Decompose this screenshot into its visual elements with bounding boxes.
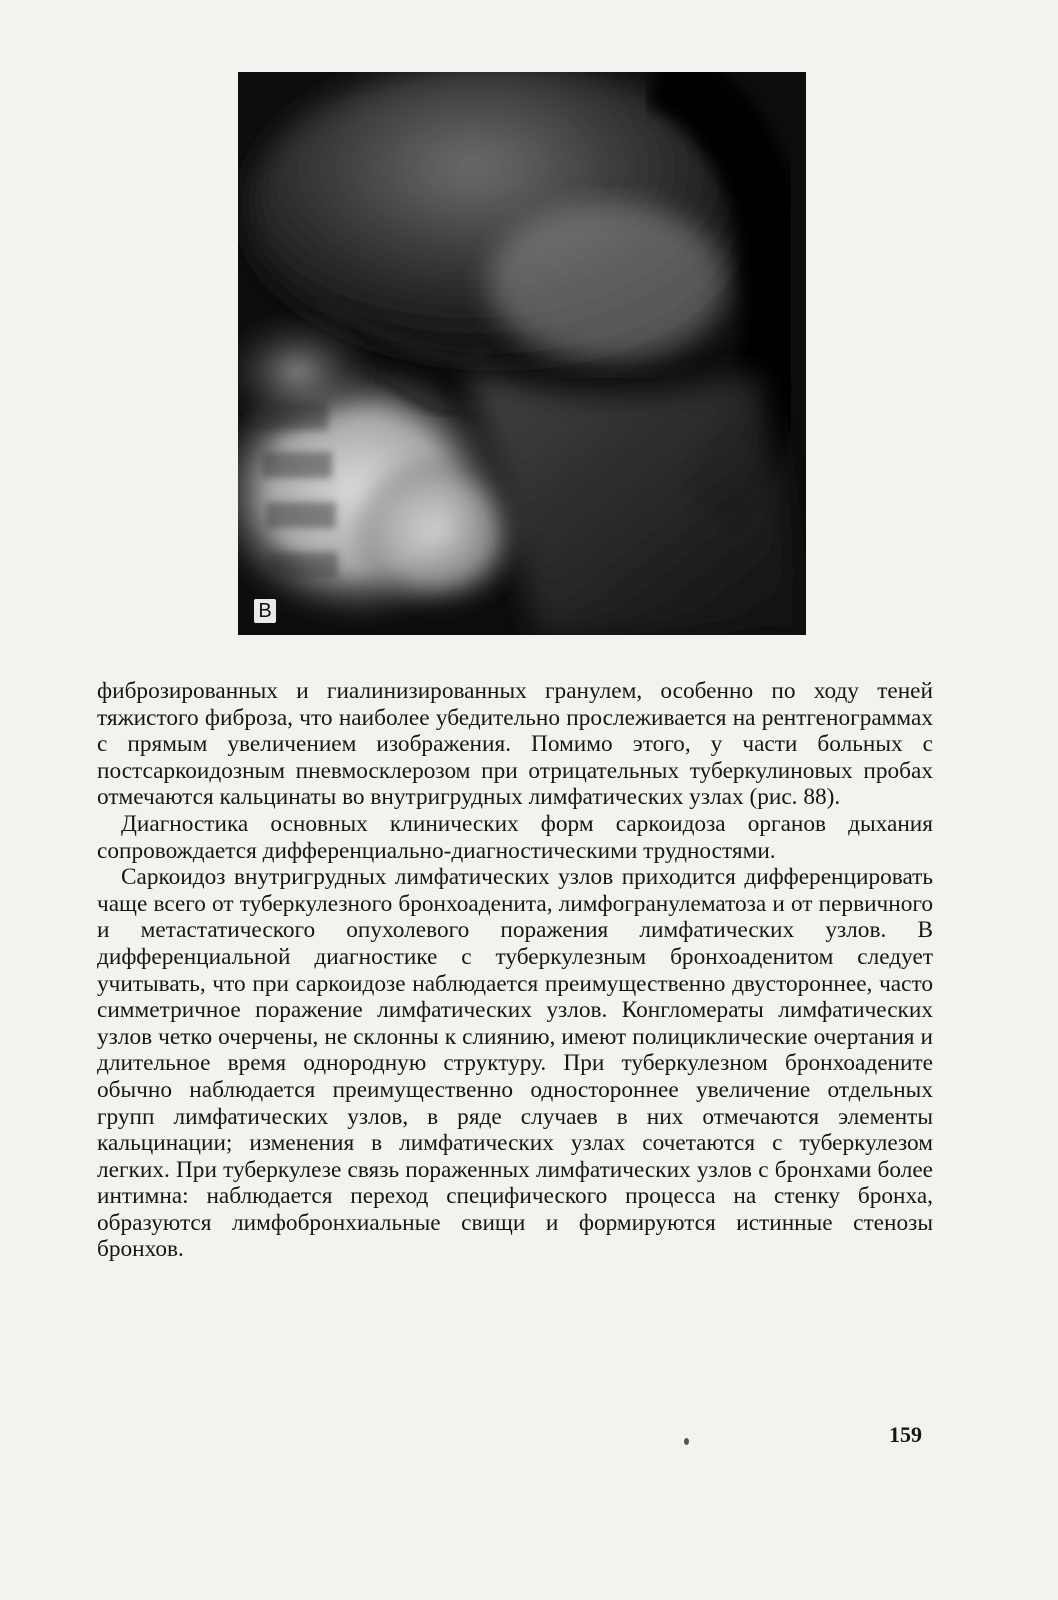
page-number: 159 <box>889 1422 922 1447</box>
paragraph-1: фиброзированных и гиалинизированных гранулем, особенно по ходу теней тяжистого фиброза, что наиболее убедительно прослеживается на рентгенограммах с прямым увеличением изображения. Помимо этого, у части больных с постсаркоидозным пневмосклерозом при отрицательных туберкулиновых пробах отмечаются кальцинаты во внутригрудных лимфатических узлах (рис. 88). <box>97 678 933 811</box>
ink-speck <box>684 1438 689 1445</box>
paragraph-3: Саркоидоз внутригрудных лимфатических узлов приходится дифференцировать чаще всего от туберкулезного бронхоаденита, лимфогранулематоза и от первичного и метастатического опухолевого поражения лимфатических узлов. В дифференциальной диагностике с туберкулезным бронхоаденитом следует учитывать, что при саркоидозе наблюдается преимущественно двустороннее, часто симметричное поражение лимфатических узлов. Конгломераты лимфатических узлов четко очерчены, не склонны к слиянию, имеют полициклические очертания и длительное время однородную структуру. При туберкулезном бронхоадените обычно наблюдается преимущественно одностороннее увеличение отдельных групп лимфатических узлов, в ряде случаев в них отмечаются элементы кальцинации; изменения в лимфатических узлах сочетаются с туберкулезом легких. При туберкулезе связь пораженных лимфатических узлов с бронхами более интимна: наблюдается переход специфического процесса на стенку бронха, образуются лимфобронхиальные свищи и формируются истинные стенозы бронхов. <box>97 864 933 1263</box>
paragraph-2: Диагностика основных клинических форм саркоидоза органов дыхания сопровождается дифференциально-диагностическими трудностями. <box>97 810 933 864</box>
xray-figure <box>238 72 806 635</box>
xray-image <box>238 72 806 635</box>
figure-panel-label: В <box>254 599 276 623</box>
body-text <box>97 678 933 1263</box>
